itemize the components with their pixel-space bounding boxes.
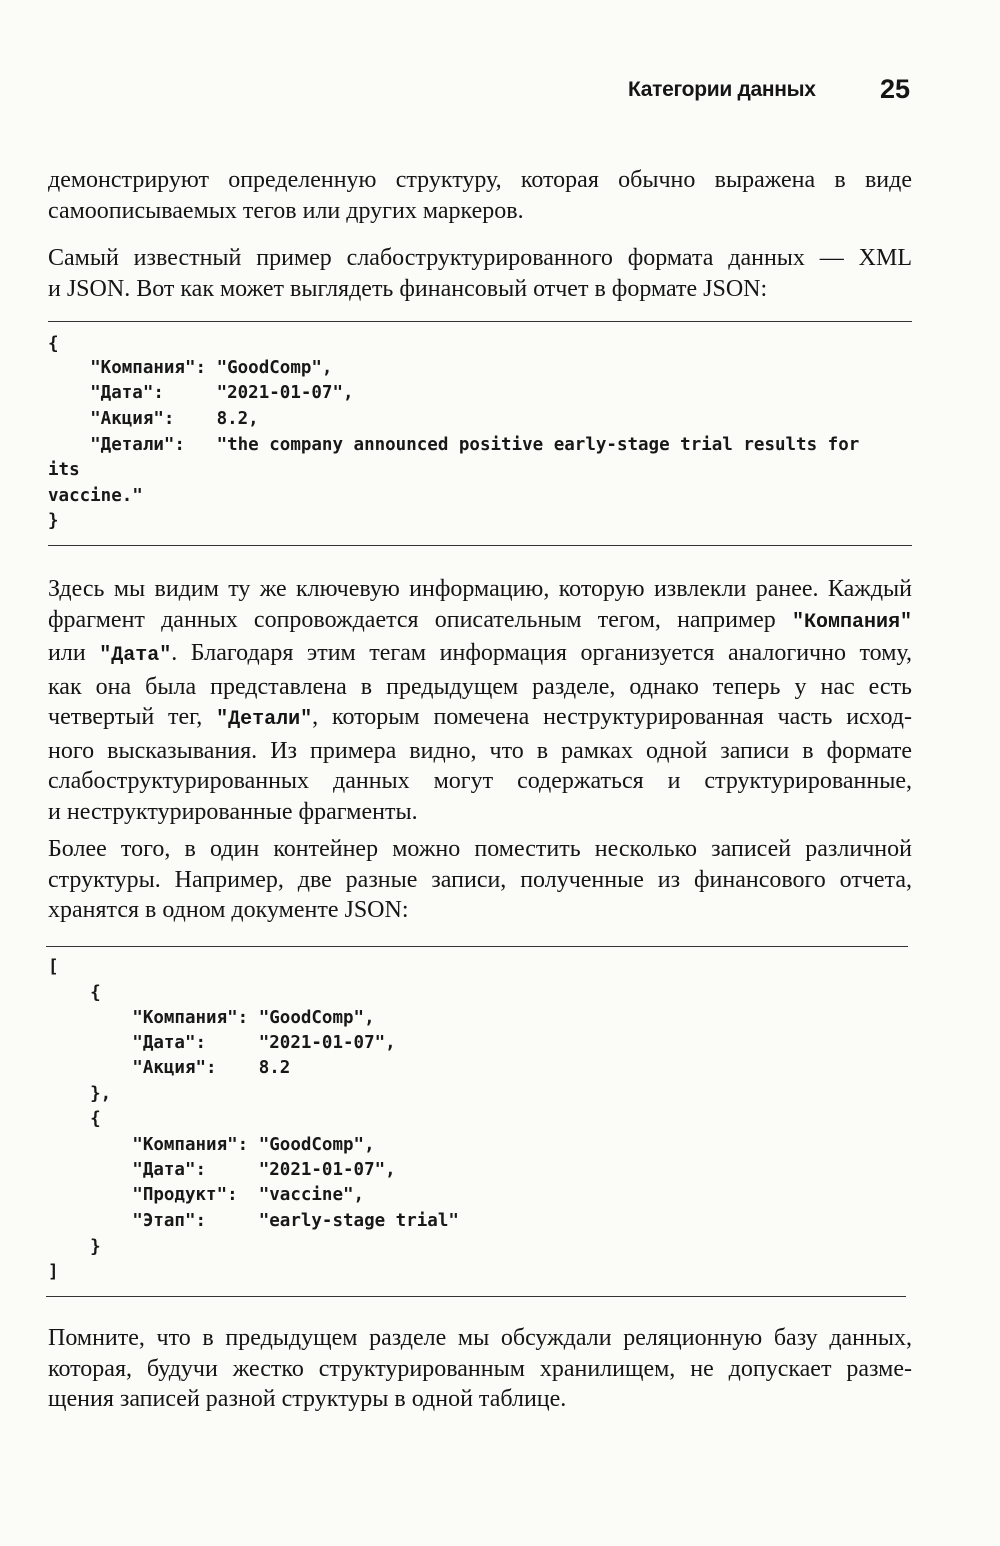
text-segment: четвертый тег, [48, 704, 203, 730]
inline-code-tag: "Дата" [99, 644, 172, 667]
text-line: демонстрируют определенную структуру, которая обычно выражена в виде [48, 167, 912, 193]
paragraph-5 [48, 1323, 912, 1415]
text-line: Самый известный пример слабоструктурированного формата данных — XML [48, 245, 912, 271]
text-line: слабоструктурированных данных могут содержаться и структурированные, [48, 768, 912, 794]
text-line: щения записей разной структуры в одной таблице. [48, 1386, 567, 1412]
code-line: "Акция": 8.2 [48, 1058, 291, 1078]
text-line: структуры. Например, две разные записи, полученные из финансового отчета, [48, 866, 912, 893]
text-line: ного высказывания. Из примера видно, что в рамках одной записи в формате [48, 737, 912, 764]
code-line: "Компания": "GoodComp", [48, 358, 333, 378]
text-line [48, 702, 912, 736]
code-line: "Этап": "early-stage trial" [48, 1211, 459, 1231]
text-segment: или [48, 640, 86, 666]
code-line: "Дата": "2021-01-07", [48, 1033, 396, 1053]
text-line: хранятся в одном документе JSON: [48, 897, 409, 923]
code-line: ] [48, 1262, 59, 1282]
page-number: 25 [880, 74, 911, 104]
text-line [48, 638, 912, 672]
code-line: { [48, 983, 101, 1003]
code-block-top-rule [46, 946, 908, 947]
text-segment: , которым помечена неструктурированная часть исход- [312, 704, 912, 730]
text-line: Здесь мы видим ту же ключевую информацию, которую извлекли ранее. Каждый [48, 576, 912, 602]
paragraph-1 [48, 165, 912, 226]
code-line: its [48, 460, 80, 480]
code-line: "Дата": "2021-01-07", [48, 383, 354, 403]
text-line: и неструктурированные фрагменты. [48, 798, 418, 825]
text-line: и JSON. Вот как может выглядеть финансовый отчет в формате JSON: [48, 275, 768, 302]
page-header [0, 76, 1000, 110]
code-line: "Детали": "the company announced positive early-stage trial results for [48, 435, 860, 455]
code-line: } [48, 511, 59, 531]
paragraph-4 [48, 834, 912, 926]
code-line: vaccine." [48, 486, 143, 506]
text-line [48, 605, 912, 639]
text-segment: фрагмент данных сопровождается описательным тегом, например [48, 606, 776, 633]
code-line: [ [48, 957, 59, 977]
text-line: которая, будучи жестко структурированным хранилищем, не допускает разме- [48, 1355, 912, 1382]
code-line: { [48, 334, 59, 354]
text-line: как она была представлена в предыдущем разделе, однако теперь у нас есть [48, 673, 912, 700]
code-line: { [48, 1109, 101, 1129]
code-block-bottom-rule [46, 1296, 906, 1297]
code-line: "Компания": "GoodComp", [48, 1008, 375, 1028]
text-segment: . Благодаря этим тегам информация организуется аналогично тому, [171, 640, 912, 666]
inline-code-tag: "Детали" [216, 708, 313, 731]
code-line: "Акция": 8.2, [48, 409, 259, 429]
code-block-top-rule [48, 321, 912, 322]
code-line: } [48, 1237, 101, 1257]
inline-code-tag: "Компания" [791, 610, 913, 634]
text-line: Помните, что в предыдущем разделе мы обсуждали реляционную базу данных, [48, 1325, 912, 1351]
code-line: "Компания": "GoodComp", [48, 1135, 375, 1155]
code-line: "Дата": "2021-01-07", [48, 1160, 396, 1180]
text-line: самоописываемых тегов или других маркеров. [48, 197, 524, 224]
running-title: Категории данных [628, 78, 816, 101]
code-line: "Продукт": "vaccine", [48, 1185, 365, 1205]
paragraph-3 [48, 574, 912, 827]
code-block-bottom-rule [48, 545, 912, 546]
code-line: }, [48, 1084, 112, 1104]
paragraph-2 [48, 243, 912, 304]
text-line: Более того, в один контейнер можно поместить несколько записей различной [48, 836, 912, 862]
